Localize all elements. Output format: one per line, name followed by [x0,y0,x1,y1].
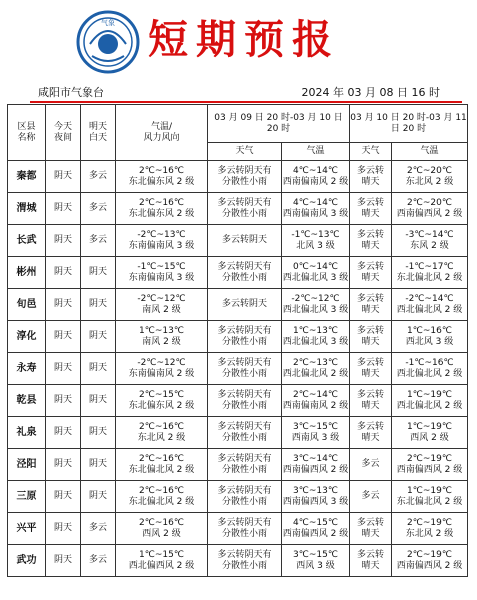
report-header [0,0,477,86]
p1-temperature-cell: 4℃~15℃ 西南偏西风 2 级 [282,513,350,545]
tonight-weather: 阴天 [46,321,81,353]
p2-temperature-cell: -3℃~14℃ 东风 2 级 [392,225,468,257]
table-row [8,513,468,545]
tonight-weather: 阴天 [46,385,81,417]
p2-temperature-cell: 1℃~19℃ 西北偏北风 2 级 [392,385,468,417]
p1-weather-cell: 多云转阴天有 分散性小雨 [208,257,282,289]
col-header-tomorrow-day: 明天 白天 [81,105,116,161]
p1-temperature-cell: -2℃~12℃ 西北偏北风 3 级 [282,289,350,321]
temp-wind-cell: 2℃~15℃ 东北偏东风 2 级 [116,385,208,417]
p1-temperature-cell: 3℃~14℃ 西南偏西风 2 级 [282,449,350,481]
p2-temperature-cell: 2℃~19℃ 西南偏西风 2 级 [392,449,468,481]
col-header-period2: 03 月 10 日 20 时-03 月 11 日 20 时 [350,105,468,143]
county-name: 永寿 [8,353,46,385]
temp-wind-cell: 2℃~16℃ 东北偏北风 2 级 [116,449,208,481]
p1-weather-cell: 多云转阴天 [208,225,282,257]
p1-temperature-cell: 3℃~15℃ 西南风 3 级 [282,417,350,449]
county-name: 长武 [8,225,46,257]
p1-temperature-cell: 3℃~15℃ 西风 3 级 [282,545,350,577]
p2-weather-cell: 多云转 晴天 [350,545,392,577]
county-name: 礼泉 [8,417,46,449]
p2-weather-cell: 多云转 晴天 [350,193,392,225]
tomorrow-day-weather: 多云 [81,225,116,257]
p1-weather-cell: 多云转阴天有 分散性小雨 [208,161,282,193]
table-row [8,449,468,481]
county-name: 兴平 [8,513,46,545]
p2-temperature-cell: 2℃~19℃ 西南偏西风 2 级 [392,545,468,577]
table-row [8,417,468,449]
p2-weather-cell: 多云转 晴天 [350,513,392,545]
temp-wind-cell: 2℃~16℃ 东北偏北风 2 级 [116,481,208,513]
logo-lettering: 气象 [101,19,115,27]
issue-datetime: 2024 年 03 月 08 日 16 时 [301,86,440,99]
table-row [8,321,468,353]
p1-temperature-cell: 2℃~14℃ 西南偏南风 2 级 [282,385,350,417]
county-name: 三原 [8,481,46,513]
county-name: 渭城 [8,193,46,225]
col-header-tonight: 今天 夜间 [46,105,81,161]
p2-weather-cell: 多云转 晴天 [350,225,392,257]
temp-wind-cell: 2℃~16℃ 东北偏东风 2 级 [116,161,208,193]
tonight-weather: 阴天 [46,353,81,385]
tonight-weather: 阴天 [46,289,81,321]
p1-weather-cell: 多云转阴天有 分散性小雨 [208,385,282,417]
tomorrow-day-weather: 阴天 [81,321,116,353]
table-row [8,353,468,385]
table-row [8,545,468,577]
p2-temperature-cell: 2℃~20℃ 西南偏西风 2 级 [392,193,468,225]
p1-temperature-cell: -1℃~13℃ 北风 3 级 [282,225,350,257]
county-name: 秦都 [8,161,46,193]
tomorrow-day-weather: 阴天 [81,417,116,449]
county-name: 武功 [8,545,46,577]
p2-weather-cell: 多云转 晴天 [350,161,392,193]
header-divider [30,101,462,103]
p2-weather-cell: 多云转 晴天 [350,321,392,353]
p1-temperature-cell: 0℃~14℃ 西北偏北风 3 级 [282,257,350,289]
p1-weather-cell: 多云转阴天有 分散性小雨 [208,321,282,353]
p2-temperature-cell: 2℃~20℃ 东北风 2 级 [392,161,468,193]
table-row [8,257,468,289]
tonight-weather: 阴天 [46,417,81,449]
tomorrow-day-weather: 多云 [81,161,116,193]
p2-temperature-cell: 2℃~19℃ 东北风 2 级 [392,513,468,545]
tonight-weather: 阴天 [46,161,81,193]
table-row [8,193,468,225]
forecast-table [7,104,468,577]
tomorrow-day-weather: 多云 [81,193,116,225]
county-name: 旬邑 [8,289,46,321]
col-header-p2-temperature: 气温 [392,143,468,161]
col-header-temp-wind: 气温/ 风力风向 [116,105,208,161]
p2-temperature-cell: -1℃~16℃ 西北偏北风 2 级 [392,353,468,385]
table-row [8,289,468,321]
p2-temperature-cell: 1℃~16℃ 西北风 3 级 [392,321,468,353]
p2-temperature-cell: 1℃~19℃ 西风 2 级 [392,417,468,449]
p2-weather-cell: 多云 [350,481,392,513]
county-name: 泾阳 [8,449,46,481]
table-row [8,481,468,513]
p1-weather-cell: 多云转阴天有 分散性小雨 [208,353,282,385]
p2-temperature-cell: -2℃~14℃ 西北偏北风 2 级 [392,289,468,321]
p1-weather-cell: 多云转阴天有 分散性小雨 [208,481,282,513]
tonight-weather: 阴天 [46,481,81,513]
table-row [8,385,468,417]
p1-weather-cell: 多云转阴天 [208,289,282,321]
temp-wind-cell: -1℃~15℃ 东南偏南风 3 级 [116,257,208,289]
table-row [8,225,468,257]
col-header-period1: 03 月 09 日 20 时-03 月 10 日 20 时 [208,105,350,143]
temp-wind-cell: -2℃~12℃ 东南偏南风 2 级 [116,353,208,385]
p2-weather-cell: 多云转 晴天 [350,417,392,449]
tomorrow-day-weather: 阴天 [81,257,116,289]
col-header-p1-temperature: 气温 [282,143,350,161]
p2-weather-cell: 多云转 晴天 [350,257,392,289]
p1-weather-cell: 多云转阴天有 分散性小雨 [208,545,282,577]
tomorrow-day-weather: 阴天 [81,289,116,321]
tonight-weather: 阴天 [46,545,81,577]
tomorrow-day-weather: 阴天 [81,353,116,385]
temp-wind-cell: 2℃~16℃ 西风 2 级 [116,513,208,545]
tomorrow-day-weather: 阴天 [81,449,116,481]
p1-temperature-cell: 4℃~14℃ 西南偏南风 3 级 [282,193,350,225]
p1-weather-cell: 多云转阴天有 分散性小雨 [208,513,282,545]
p1-temperature-cell: 1℃~13℃ 西北偏北风 3 级 [282,321,350,353]
page-title: 短期预报 [148,16,340,63]
col-header-p1-weather: 天气 [208,143,282,161]
meteorological-emblem-icon [76,10,140,74]
tomorrow-day-weather: 多云 [81,513,116,545]
temp-wind-cell: 2℃~16℃ 东北风 2 级 [116,417,208,449]
p2-weather-cell: 多云 [350,449,392,481]
temp-wind-cell: 2℃~16℃ 东北偏东风 2 级 [116,193,208,225]
p2-temperature-cell: 1℃~19℃ 东北偏北风 2 级 [392,481,468,513]
county-name: 乾县 [8,385,46,417]
col-header-county: 区县 名称 [8,105,46,161]
p1-temperature-cell: 3℃~13℃ 西南偏西风 3 级 [282,481,350,513]
p2-weather-cell: 多云转 晴天 [350,289,392,321]
tomorrow-day-weather: 阴天 [81,385,116,417]
issue-line [30,86,462,100]
p2-weather-cell: 多云转 晴天 [350,385,392,417]
temp-wind-cell: 1℃~15℃ 西北偏西风 2 级 [116,545,208,577]
col-header-p2-weather: 天气 [350,143,392,161]
p1-temperature-cell: 4℃~14℃ 西南偏南风 2 级 [282,161,350,193]
county-name: 彬州 [8,257,46,289]
tonight-weather: 阴天 [46,257,81,289]
temp-wind-cell: -2℃~12℃ 南风 2 级 [116,289,208,321]
tomorrow-day-weather: 多云 [81,545,116,577]
temp-wind-cell: 1℃~13℃ 南风 2 级 [116,321,208,353]
tonight-weather: 阴天 [46,193,81,225]
table-row [8,161,468,193]
p1-weather-cell: 多云转阴天有 分散性小雨 [208,193,282,225]
issuer-name: 咸阳市气象台 [38,86,104,99]
county-name: 淳化 [8,321,46,353]
tonight-weather: 阴天 [46,449,81,481]
tomorrow-day-weather: 阴天 [81,481,116,513]
p1-weather-cell: 多云转阴天有 分散性小雨 [208,449,282,481]
tonight-weather: 阴天 [46,513,81,545]
tonight-weather: 阴天 [46,225,81,257]
p1-weather-cell: 多云转阴天有 分散性小雨 [208,417,282,449]
temp-wind-cell: -2℃~13℃ 东南偏南风 3 级 [116,225,208,257]
p2-temperature-cell: -1℃~17℃ 东北偏北风 2 级 [392,257,468,289]
p2-weather-cell: 多云转 晴天 [350,353,392,385]
p1-temperature-cell: 2℃~13℃ 西北偏北风 2 级 [282,353,350,385]
